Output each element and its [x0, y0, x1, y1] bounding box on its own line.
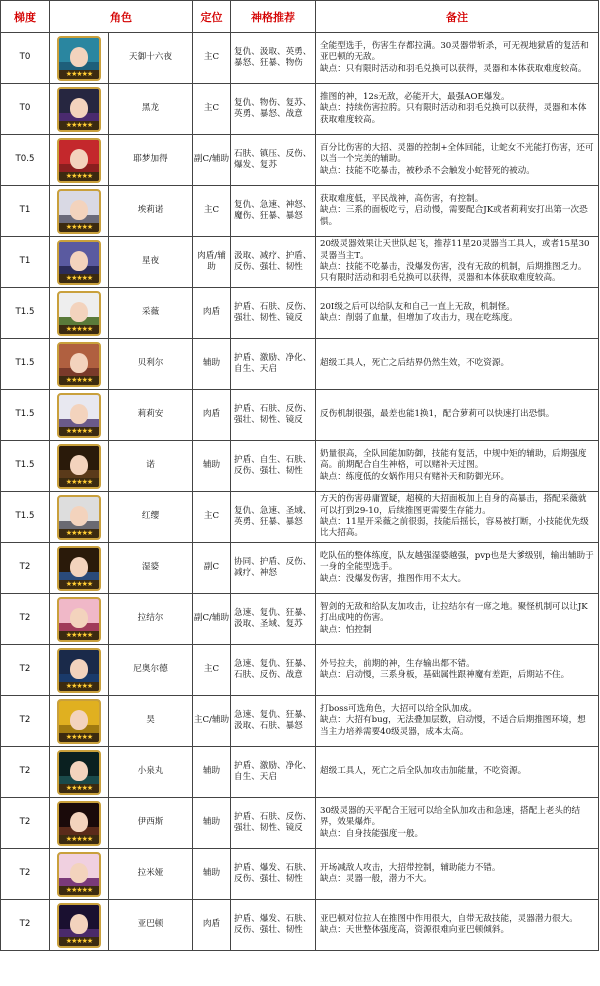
gods-cell: 护盾、激励、净化、自生、天启 — [231, 339, 316, 390]
portrait-cell — [50, 645, 109, 696]
table-row — [1, 390, 599, 441]
table-row — [1, 747, 599, 798]
character-portrait — [57, 87, 101, 132]
role-name-cell: 伊西斯 — [109, 798, 193, 849]
notes-cell: 智剑的无敌和给队友加攻击，让拉结尔有一席之地。聚怪机制可以让JK打出成吨的伤害。 缺点：怕控制 — [316, 594, 599, 645]
portrait-cell — [50, 492, 109, 543]
gods-cell: 协同、护盾、反伤、减疗、神怒 — [231, 543, 316, 594]
portrait-cell — [50, 339, 109, 390]
position-cell: 肉盾/辅助 — [193, 237, 231, 288]
star-rating-icon: ★★★★★ — [59, 580, 99, 589]
character-portrait — [57, 444, 101, 489]
table-row — [1, 798, 599, 849]
portrait-face — [70, 302, 88, 322]
tier-cell: T1 — [1, 237, 50, 288]
character-portrait — [57, 291, 101, 336]
character-portrait — [57, 36, 101, 81]
header-gods: 神格推荐 — [231, 1, 316, 33]
portrait-face — [70, 863, 88, 883]
notes-cell: 反伤机制很强，最差也能1换1，配合萝莉可以快速打出恐惧。 — [316, 390, 599, 441]
character-portrait — [57, 597, 101, 642]
role-name-cell: 埃莉诺 — [109, 186, 193, 237]
gods-cell: 复仇、急速、神怒、魔伤、狂暴、暴怒 — [231, 186, 316, 237]
gods-cell: 汲取、减疗、护盾、反伤、强壮、韧性 — [231, 237, 316, 288]
role-name-cell: 天御十六夜 — [109, 33, 193, 84]
character-portrait — [57, 699, 101, 744]
table-row — [1, 84, 599, 135]
position-cell: 肉盾 — [193, 900, 231, 951]
role-name-cell: 采薇 — [109, 288, 193, 339]
gods-cell: 护盾、石肤、反伤、强壮、韧性、镜反 — [231, 288, 316, 339]
table-row — [1, 696, 599, 747]
tier-cell: T2 — [1, 594, 50, 645]
gods-cell: 复仇、物伤、复苏、英勇、暴怒、战意 — [231, 84, 316, 135]
position-cell: 肉盾 — [193, 390, 231, 441]
position-cell: 主C — [193, 84, 231, 135]
table-row — [1, 594, 599, 645]
header-position: 定位 — [193, 1, 231, 33]
character-portrait — [57, 852, 101, 897]
portrait-cell — [50, 594, 109, 645]
portrait-face — [70, 659, 88, 679]
portrait-face — [70, 710, 88, 730]
role-name-cell: 昊 — [109, 696, 193, 747]
portrait-face — [70, 914, 88, 934]
header-row — [1, 1, 599, 33]
tier-cell: T2 — [1, 747, 50, 798]
portrait-cell — [50, 849, 109, 900]
header-tier: 梯度 — [1, 1, 50, 33]
tier-cell: T0 — [1, 33, 50, 84]
role-name-cell: 湿婆 — [109, 543, 193, 594]
header-role: 角色 — [50, 1, 193, 33]
position-cell: 主C — [193, 186, 231, 237]
position-cell: 主C — [193, 33, 231, 84]
position-cell: 副C/辅助 — [193, 594, 231, 645]
role-name-cell: 拉米娅 — [109, 849, 193, 900]
tier-cell: T1 — [1, 186, 50, 237]
portrait-cell — [50, 288, 109, 339]
role-name-cell: 黑龙 — [109, 84, 193, 135]
star-rating-icon: ★★★★★ — [59, 937, 99, 946]
notes-cell: 超级工具人，死亡之后结界仍然生效，不吃资源。 — [316, 339, 599, 390]
portrait-cell — [50, 84, 109, 135]
character-portrait — [57, 750, 101, 795]
role-name-cell: 拉结尔 — [109, 594, 193, 645]
table-row — [1, 849, 599, 900]
gods-cell: 护盾、爆发、石肤、反伤、强壮、韧性 — [231, 900, 316, 951]
portrait-face — [70, 251, 88, 271]
table-row — [1, 237, 599, 288]
position-cell: 主C/辅助 — [193, 696, 231, 747]
portrait-face — [70, 608, 88, 628]
portrait-face — [70, 149, 88, 169]
character-portrait — [57, 240, 101, 285]
tier-cell: T1.5 — [1, 492, 50, 543]
portrait-face — [70, 812, 88, 832]
notes-cell: 20级灵器效果让天世队起飞，推荐11星20灵器当工具人，或者15星30灵器当主T。 缺点：技能不吃暴击，没爆发伤害，没有无敌的机制，后期推图乏力。只有限时活动和羽毛兑换可以获得，灵器和本体获取难度较高。 — [316, 237, 599, 288]
star-rating-icon: ★★★★★ — [59, 274, 99, 283]
gods-cell: 急速、复仇、狂暴、汲取、圣域、复苏 — [231, 594, 316, 645]
gods-cell: 石肤、镇压、反伤、爆发、复苏 — [231, 135, 316, 186]
tier-cell: T1.5 — [1, 339, 50, 390]
gods-cell: 护盾、石肤、反伤、强壮、韧性、镜反 — [231, 798, 316, 849]
position-cell: 主C — [193, 645, 231, 696]
table-row — [1, 543, 599, 594]
role-name-cell: 小泉丸 — [109, 747, 193, 798]
position-cell: 肉盾 — [193, 288, 231, 339]
character-portrait — [57, 342, 101, 387]
portrait-face — [70, 557, 88, 577]
gods-cell: 护盾、石肤、反伤、强壮、韧性、镜反 — [231, 390, 316, 441]
gods-cell: 护盾、激励、净化、自生、天启 — [231, 747, 316, 798]
notes-cell: 推图的神，12s无敌，必能开大，最强AOE爆发。 缺点：持续伤害拉胯。只有限时活动和羽毛兑换可以获得，灵器和本体获取难度较高。 — [316, 84, 599, 135]
role-name-cell: 耶梦加得 — [109, 135, 193, 186]
role-name-cell: 莉莉安 — [109, 390, 193, 441]
star-rating-icon: ★★★★★ — [59, 733, 99, 742]
portrait-face — [70, 200, 88, 220]
tier-cell: T0.5 — [1, 135, 50, 186]
position-cell: 辅助 — [193, 747, 231, 798]
portrait-cell — [50, 186, 109, 237]
portrait-face — [70, 506, 88, 526]
table-body — [1, 33, 599, 951]
star-rating-icon: ★★★★★ — [59, 886, 99, 895]
star-rating-icon: ★★★★★ — [59, 376, 99, 385]
role-name-cell: 尼奥尔德 — [109, 645, 193, 696]
table-row — [1, 492, 599, 543]
position-cell: 副C — [193, 543, 231, 594]
character-portrait — [57, 546, 101, 591]
star-rating-icon: ★★★★★ — [59, 70, 99, 79]
star-rating-icon: ★★★★★ — [59, 784, 99, 793]
notes-cell: 方天的伤害毋庸置疑，超模的大招面板加上自身的高暴击，搭配采薇就可以打到29-10，后续推图更需要生存能力。 缺点：11星开采薇之前很弱，技能后摇长，容易被打断，小技能优先级比大招高。 — [316, 492, 599, 543]
role-name-cell: 红缨 — [109, 492, 193, 543]
notes-cell: 打boss可选角色，大招可以给全队加成。 缺点：大招有bug，无法叠加层数，启动慢，不适合后期推图环境，想当主力培养需要40级灵器，成本太高。 — [316, 696, 599, 747]
gods-cell: 护盾、爆发、石肤、反伤、强壮、韧性 — [231, 849, 316, 900]
table-row — [1, 441, 599, 492]
star-rating-icon: ★★★★★ — [59, 427, 99, 436]
portrait-face — [70, 761, 88, 781]
notes-cell: 百分比伤害的大招、灵器的控制+全体回能，让蛇女不光能打伤害，还可以当一个完美的辅助。 缺点：技能不吃暴击，被秒杀不会触发小蛇替死的被动。 — [316, 135, 599, 186]
tier-cell: T2 — [1, 543, 50, 594]
gods-cell: 急速、复仇、狂暴、石肤、反伤、战意 — [231, 645, 316, 696]
tier-cell: T2 — [1, 798, 50, 849]
notes-cell: 奶量很高，全队回能加防御，技能有复活，中规中矩的辅助，后期强度高。前期配合自生神格，可以赌补天过图。 缺点：练度低的女娲作用只有赌补天和防御光环。 — [316, 441, 599, 492]
portrait-cell — [50, 798, 109, 849]
role-name-cell: 诺 — [109, 441, 193, 492]
character-portrait — [57, 801, 101, 846]
star-rating-icon: ★★★★★ — [59, 478, 99, 487]
portrait-face — [70, 98, 88, 118]
table-row — [1, 186, 599, 237]
portrait-cell — [50, 900, 109, 951]
portrait-face — [70, 404, 88, 424]
notes-cell: 全能型选手，伤害生存都拉满。30灵器带斩杀，可无视地狱盾的复活和亚巴顿的无敌。 缺点：只有限时活动和羽毛兑换可以获得，灵器和本体获取难度较高。 — [316, 33, 599, 84]
notes-cell: 开场减敌人攻击，大招带控制，辅助能力不错。 缺点：灵器一般，潜力不大。 — [316, 849, 599, 900]
table-row — [1, 33, 599, 84]
star-rating-icon: ★★★★★ — [59, 529, 99, 538]
portrait-cell — [50, 441, 109, 492]
star-rating-icon: ★★★★★ — [59, 121, 99, 130]
notes-cell: 吃队伍的整体练度，队友越强湿婆越强，pvp也是大爹级别，输出辅助于一身的全能型选手。 缺点：没爆发伤害，推图作用不太大。 — [316, 543, 599, 594]
tier-cell: T1.5 — [1, 441, 50, 492]
role-name-cell: 贝利尔 — [109, 339, 193, 390]
notes-cell: 20I级之后可以给队友和自己一直上无敌，机制怪。 缺点：削弱了血量，但增加了攻击力，现在吃练度。 — [316, 288, 599, 339]
gods-cell: 复仇、急速、圣域、英勇、狂暴、暴怒 — [231, 492, 316, 543]
position-cell: 副C/辅助 — [193, 135, 231, 186]
position-cell: 辅助 — [193, 798, 231, 849]
portrait-cell — [50, 237, 109, 288]
portrait-cell — [50, 543, 109, 594]
portrait-face — [70, 47, 88, 67]
notes-cell: 获取难度低，平民战神，高伤害，有控制。 缺点：三系的面板吃亏，启动慢，需要配合JK或者莉莉安打出第一次恐惧。 — [316, 186, 599, 237]
gods-cell: 复仇、汲取、英勇、暴怒、狂暴、物伤 — [231, 33, 316, 84]
gods-cell: 急速、复仇、狂暴、汲取、石肤、暴怒 — [231, 696, 316, 747]
star-rating-icon: ★★★★★ — [59, 172, 99, 181]
table-row — [1, 900, 599, 951]
gods-cell: 护盾、自生、石肤、反伤、强壮、韧性 — [231, 441, 316, 492]
star-rating-icon: ★★★★★ — [59, 682, 99, 691]
header-notes: 备注 — [316, 1, 599, 33]
notes-cell: 外号拉夫，前期的神，生存输出都不错。 缺点：启动慢，三系身板，基础属性跟神魔有差距，后期站不住。 — [316, 645, 599, 696]
character-portrait — [57, 495, 101, 540]
position-cell: 辅助 — [193, 849, 231, 900]
tier-cell: T0 — [1, 84, 50, 135]
notes-cell: 亚巴顿对位拉人在推图中作用很大，自带无敌技能，灵器潜力很大。 缺点：天世整体强度高，资源很难向亚巴顿倾斜。 — [316, 900, 599, 951]
portrait-face — [70, 353, 88, 373]
character-portrait — [57, 393, 101, 438]
star-rating-icon: ★★★★★ — [59, 835, 99, 844]
tier-cell: T1.5 — [1, 390, 50, 441]
tier-cell: T2 — [1, 849, 50, 900]
portrait-cell — [50, 747, 109, 798]
tier-cell: T2 — [1, 900, 50, 951]
character-portrait — [57, 648, 101, 693]
table-row — [1, 339, 599, 390]
notes-cell: 超级工具人，死亡之后全队加攻击加能量，不吃资源。 — [316, 747, 599, 798]
character-portrait — [57, 903, 101, 948]
portrait-cell — [50, 135, 109, 186]
star-rating-icon: ★★★★★ — [59, 223, 99, 232]
star-rating-icon: ★★★★★ — [59, 631, 99, 640]
table-row — [1, 288, 599, 339]
table-row — [1, 645, 599, 696]
position-cell: 主C — [193, 492, 231, 543]
role-name-cell: 亚巴顿 — [109, 900, 193, 951]
position-cell: 辅助 — [193, 339, 231, 390]
tier-cell: T2 — [1, 696, 50, 747]
portrait-cell — [50, 696, 109, 747]
portrait-face — [70, 455, 88, 475]
notes-cell: 30级灵器的天平配合王冠可以给全队加攻击和急速，搭配上老头的结界，效果爆炸。 缺点：自身技能强度一般。 — [316, 798, 599, 849]
table-row — [1, 135, 599, 186]
star-rating-icon: ★★★★★ — [59, 325, 99, 334]
portrait-cell — [50, 390, 109, 441]
role-name-cell: 星夜 — [109, 237, 193, 288]
character-portrait — [57, 189, 101, 234]
tier-cell: T2 — [1, 645, 50, 696]
tier-cell: T1.5 — [1, 288, 50, 339]
portrait-cell — [50, 33, 109, 84]
character-portrait — [57, 138, 101, 183]
position-cell: 辅助 — [193, 441, 231, 492]
